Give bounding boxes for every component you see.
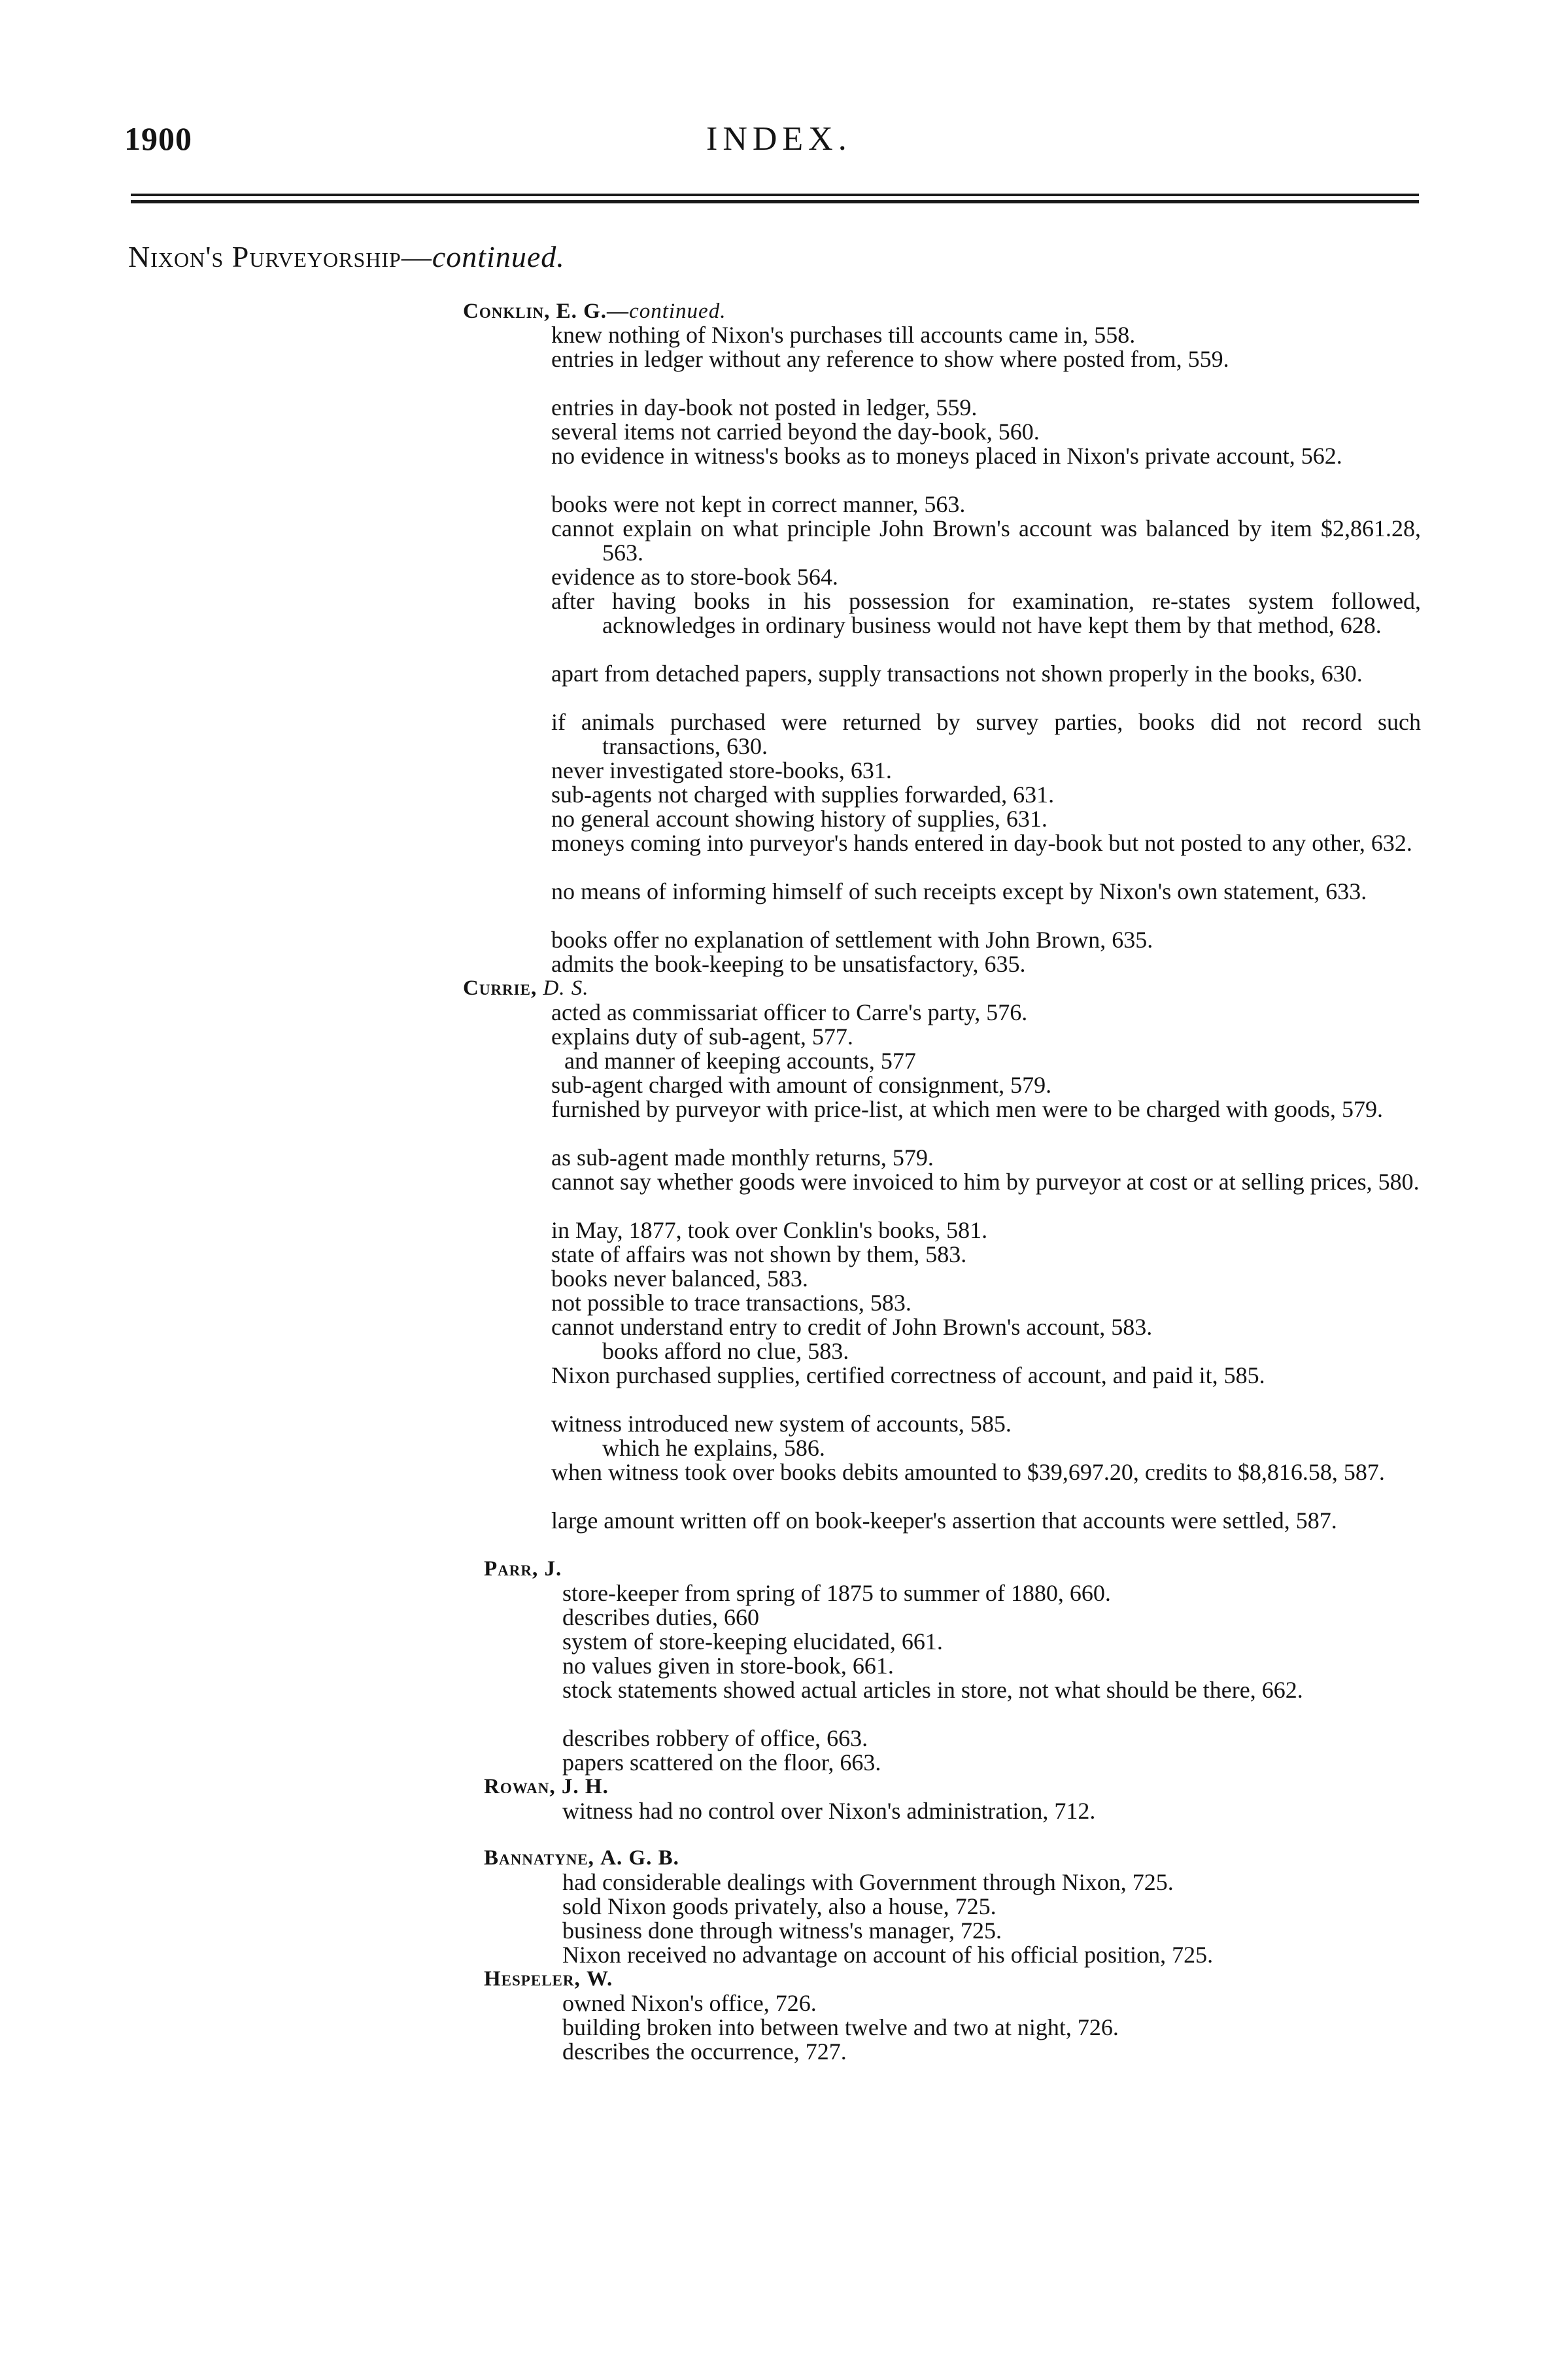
section-title: Nixon's Purveyorship— (128, 240, 432, 273)
index-entry: stock statements showed actual articles in store, not what should be there, 662. (562, 1677, 1303, 1703)
witness-name: Currie, D. S. (463, 976, 589, 1000)
index-entry: store-keeper from spring of 1875 to summer of 1880, 660. (562, 1580, 1111, 1606)
index-entry: several items not carried beyond the day-book, 560. (551, 419, 1040, 445)
witness-name: Conklin, E. G.—continued. (463, 300, 726, 323)
index-entry: Nixon purchased supplies, certified correctness of account, and paid it, 585. (551, 1362, 1265, 1388)
index-entry: books never balanced, 583. (551, 1265, 808, 1292)
index-entry: and manner of keeping accounts, 577 (564, 1048, 916, 1074)
index-entry: no values given in store-book, 661. (562, 1653, 894, 1679)
index-entry: describes robbery of office, 663. (562, 1725, 868, 1751)
index-entry: sub-agent charged with amount of consignment, 579. (551, 1072, 1052, 1098)
index-entry: entries in ledger without any reference to show where posted from, 559. (551, 346, 1229, 372)
header-rule (131, 194, 1419, 196)
index-entry: as sub-agent made monthly returns, 579. (551, 1144, 934, 1171)
index-entry: witness had no control over Nixon's administration, 712. (562, 1798, 1096, 1824)
index-entry: explains duty of sub-agent, 577. (551, 1023, 853, 1050)
index-entry: furnished by purveyor with price-list, at which men were to be charged with goods, 579. (551, 1096, 1384, 1122)
index-entry: Nixon received no advantage on account of his official position, 725. (562, 1942, 1214, 1968)
index-entry: evidence as to store-book 564. (551, 564, 838, 590)
index-entry: owned Nixon's office, 726. (562, 1990, 817, 2016)
page-number: 1900 (124, 120, 192, 157)
index-entry: sold Nixon goods privately, also a house, 725. (562, 1893, 997, 1919)
index-entry: system of store-keeping elucidated, 661. (562, 1628, 943, 1655)
index-entry: witness introduced new system of accounts, 585. (551, 1411, 1012, 1437)
index-entry: after having books in his possession for examination, re-states system followed, acknowledges in ordinary business would not have kept them by that method, 628. (551, 588, 1421, 638)
section-continued: continued. (432, 240, 565, 273)
index-entry: when witness took over books debits amounted to $39,697.20, credits to $8,816.58, 587. (551, 1459, 1385, 1485)
index-entry: which he explains, 586. (602, 1435, 825, 1461)
index-entry: in May, 1877, took over Conklin's books, 581. (551, 1217, 988, 1243)
index-entry: building broken into between twelve and two at night, 726. (562, 2014, 1119, 2040)
index-entry: no general account showing history of supplies, 631. (551, 806, 1048, 832)
index-entry: moneys coming into purveyor's hands entered in day-book but not posted to any other, 632. (551, 830, 1412, 856)
index-entry: books offer no explanation of settlement with John Brown, 635. (551, 927, 1153, 953)
index-entry: not possible to trace transactions, 583. (551, 1290, 912, 1316)
index-entry: acted as commissariat officer to Carre's party, 576. (551, 999, 1028, 1025)
index-entry: if animals purchased were returned by survey parties, books did not record such transactions, 630. (551, 709, 1421, 759)
index-entry: state of affairs was not shown by them, 583. (551, 1241, 967, 1267)
index-entry: no evidence in witness's books as to moneys placed in Nixon's private account, 562. (551, 443, 1342, 469)
index-entry: describes the occurrence, 727. (562, 2038, 847, 2065)
header-rule-double (131, 200, 1419, 203)
index-entry: entries in day-book not posted in ledger, 559. (551, 394, 978, 421)
index-entry: large amount written off on book-keeper's assertion that accounts were settled, 587. (551, 1507, 1337, 1534)
witness-name: Parr, J. (484, 1557, 562, 1581)
index-entry: never investigated store-books, 631. (551, 757, 892, 783)
index-entry: books afford no clue, 583. (602, 1338, 849, 1364)
witness-name: Hespeler, W. (484, 1967, 613, 1991)
section-heading (128, 239, 565, 274)
witness-name: Bannatyne, A. G. B. (484, 1846, 679, 1870)
index-entry: cannot explain on what principle John Brown's account was balanced by item $2,861.28, 563. (551, 515, 1421, 566)
index-entry: cannot say whether goods were invoiced to him by purveyor at cost or at selling prices, 580. (551, 1169, 1420, 1195)
index-entry: apart from detached papers, supply transactions not shown properly in the books, 630. (551, 661, 1363, 687)
index-entry: business done through witness's manager, 725. (562, 1917, 1002, 1944)
index-entry: cannot understand entry to credit of John Brown's account, 583. (551, 1314, 1153, 1340)
index-entry: no means of informing himself of such receipts except by Nixon's own statement, 633. (551, 878, 1367, 904)
index-entry: knew nothing of Nixon's purchases till accounts came in, 558. (551, 322, 1136, 348)
witness-name: Rowan, J. H. (484, 1775, 609, 1798)
index-entry: sub-agents not charged with supplies forwarded, 631. (551, 781, 1055, 808)
index-entry: admits the book-keeping to be unsatisfactory, 635. (551, 951, 1026, 977)
index-entry: books were not kept in correct manner, 563. (551, 491, 966, 517)
index-entry: had considerable dealings with Government through Nixon, 725. (562, 1869, 1174, 1895)
index-entry: describes duties, 660 (562, 1604, 759, 1630)
index-entry: papers scattered on the floor, 663. (562, 1749, 881, 1776)
running-title: INDEX. (706, 120, 852, 158)
